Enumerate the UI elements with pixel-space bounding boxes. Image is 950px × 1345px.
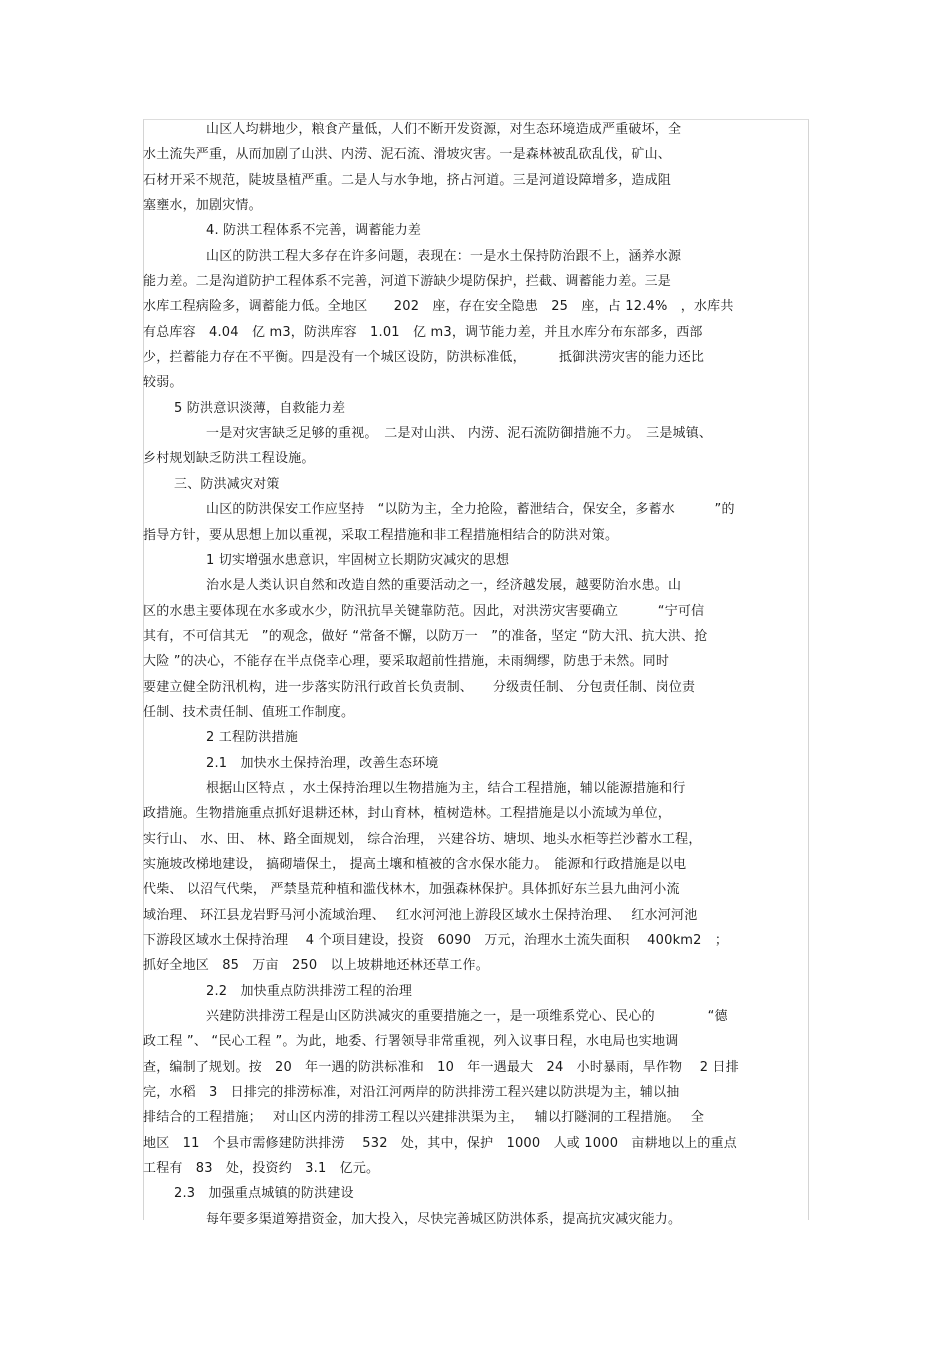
text-line: 乡村规划缺乏防洪工程设施。 bbox=[143, 451, 315, 467]
text-line: 任制、技术责任制、值班工作制度。 bbox=[143, 704, 355, 720]
text-line: 2.2 加快重点防洪排涝工程的治理 bbox=[206, 983, 413, 999]
text-line: 水土流失严重，从而加剧了山洪、内涝、泥石流、滑坡灾害。一是森林被乱砍乱伐，矿山、 bbox=[143, 147, 672, 163]
text-line: 能力差。二是沟道防护工程体系不完善，河道下游缺少堤防保护，拦截、调蓄能力差。三是 bbox=[143, 274, 672, 290]
text-line: 1 切实增强水患意识，牢固树立长期防灾减灾的思想 bbox=[206, 552, 510, 568]
text-line: 完，水稻 3 日排完的排涝标准，对沿江河两岸的防洪排涝工程兴建以防洪堤为主，辅以抽 bbox=[143, 1085, 680, 1101]
text-line: 区的水患主要体现在水多或水少，防汛抗旱关键靠防范。因此，对洪涝灾害要确立 “宁可信 bbox=[143, 603, 705, 619]
text-line: 查，编制了规划。按 20 年一遇的防洪标准和 10 年一遇最大 24 小时暴雨，旱作物 2 日排 bbox=[143, 1059, 739, 1075]
text-line: 政工程 ”、 “民心工程 ”。为此，地委、行署领导非常重视，列入议事日程，水电局也实地调 bbox=[143, 1034, 679, 1050]
text-line: 治水是人类认识自然和改造自然的重要活动之一，经济越发展，越要防治水患。山 bbox=[206, 578, 682, 594]
text-line: 每年要多渠道筹措资金，加大投入，尽快完善城区防洪体系，提高抗灾减灾能力。 bbox=[206, 1211, 682, 1227]
text-line: 工程有 83 处，投资约 3.1 亿元。 bbox=[143, 1161, 380, 1177]
text-line: 要建立健全防汛机构，进一步落实防汛行政首长负责制、 分级责任制、 分包责任制、岗位责 bbox=[143, 679, 696, 695]
text-line: 有总库容 4.04 亿 m3，防洪库容 1.01 亿 m3，调节能力差，并且水库分布东部多，西部 bbox=[143, 324, 703, 340]
document-body bbox=[143, 117, 813, 1232]
text-line: 其有，不可信其无 ”的观念，做好 “常备不懈，以防万一 ”的准备，坚定 “防大汛、抗大洪、抢 bbox=[143, 628, 708, 644]
text-line: 石材开采不规范，陡坡垦植严重。二是人与水争地，挤占河道。三是河道设障增多，造成阻 bbox=[143, 172, 672, 188]
text-line: 大险 ”的决心，不能存在半点侥幸心理，要采取超前性措施，未雨绸缪，防患于未然。同时 bbox=[143, 654, 670, 670]
text-line: 2.1 加快水土保持治理，改善生态环境 bbox=[206, 755, 439, 771]
text-line: 抓好全地区 85 万亩 250 以上坡耕地还林还草工作。 bbox=[143, 958, 489, 974]
text-line: 山区的防洪保安工作应坚持 “以防为主，全力抢险，蓄泄结合，保安全，多蓄水 ”的 bbox=[206, 502, 735, 518]
text-line: 塞壅水，加剧灾情。 bbox=[143, 198, 262, 214]
text-line: 2.3 加强重点城镇的防洪建设 bbox=[174, 1186, 354, 1202]
text-line: 4. 防洪工程体系不完善，调蓄能力差 bbox=[206, 223, 422, 239]
text-line: 地区 11 个县市需修建防洪排涝 532 处，其中，保护 1000 人或 1000 亩耕地以上的重点 bbox=[143, 1135, 737, 1151]
text-line: 山区人均耕地少，粮食产量低，人们不断开发资源，对生态环境造成严重破坏，全 bbox=[206, 122, 682, 137]
text-line: 2 工程防洪措施 bbox=[206, 730, 299, 746]
text-line: 根据山区特点 ，水土保持治理以生物措施为主，结合工程措施，辅以能源措施和行 bbox=[206, 780, 686, 796]
text-line: 代柴、 以沼气代柴， 严禁垦荒种植和滥伐林木，加强森林保护。具体抓好东兰县九曲河小流 bbox=[143, 882, 680, 898]
text-line: 山区的防洪工程大多存在许多问题，表现在：一是水土保持防治跟不上，涵养水源 bbox=[206, 248, 682, 264]
text-line: 少，拦蓄能力存在不平衡。四是没有一个城区设防，防洪标准低， 抵御洪涝灾害的能力还比 bbox=[143, 350, 705, 366]
text-line: 实施坡改梯地建设， 搞砌墙保土， 提高土壤和植被的含水保水能力。 能源和行政措施是以电 bbox=[143, 856, 687, 872]
text-line: 一是对灾害缺乏足够的重视。 二是对山洪、 内涝、泥石流防御措施不力。 三是城镇、 bbox=[206, 426, 713, 442]
text-line: 较弱。 bbox=[143, 375, 183, 391]
text-line: 三、防洪减灾对策 bbox=[174, 476, 280, 492]
text-line: 水库工程病险多，调蓄能力低。全地区 202 座，存在安全隐患 25 座，占 12.4% ，水库共 bbox=[143, 299, 734, 315]
text-line: 下游段区域水土保持治理 4 个项目建设，投资 6090 万元，治理水土流失面积 400km2 ； bbox=[143, 933, 729, 948]
text-line: 域治理、 环江县龙岩野马河小流域治理、 红水河河池上游段区域水土保持治理、 红水河河池 bbox=[143, 907, 698, 923]
text-line: 5 防洪意识淡薄，自救能力差 bbox=[174, 400, 346, 416]
text-line: 兴建防洪排涝工程是山区防洪减灾的重要措施之一，是一项维系党心、民心的 “德 bbox=[206, 1009, 728, 1025]
text-line: 政措施。生物措施重点抓好退耕还林，封山育林，植树造林。工程措施是以小流域为单位， bbox=[143, 806, 672, 822]
text-line: 指导方针，要从思想上加以重视，采取工程措施和非工程措施相结合的防洪对策。 bbox=[143, 527, 619, 543]
text-line: 实行山、 水、田、 林、路全面规划， 综合治理， 兴建谷坊、塘坝、地头水柜等拦沙蓄水工程， bbox=[143, 831, 702, 847]
text-line: 排结合的工程措施； 对山区内涝的排涝工程以兴建排洪渠为主， 辅以打隧洞的工程措施。 全 bbox=[143, 1110, 705, 1126]
